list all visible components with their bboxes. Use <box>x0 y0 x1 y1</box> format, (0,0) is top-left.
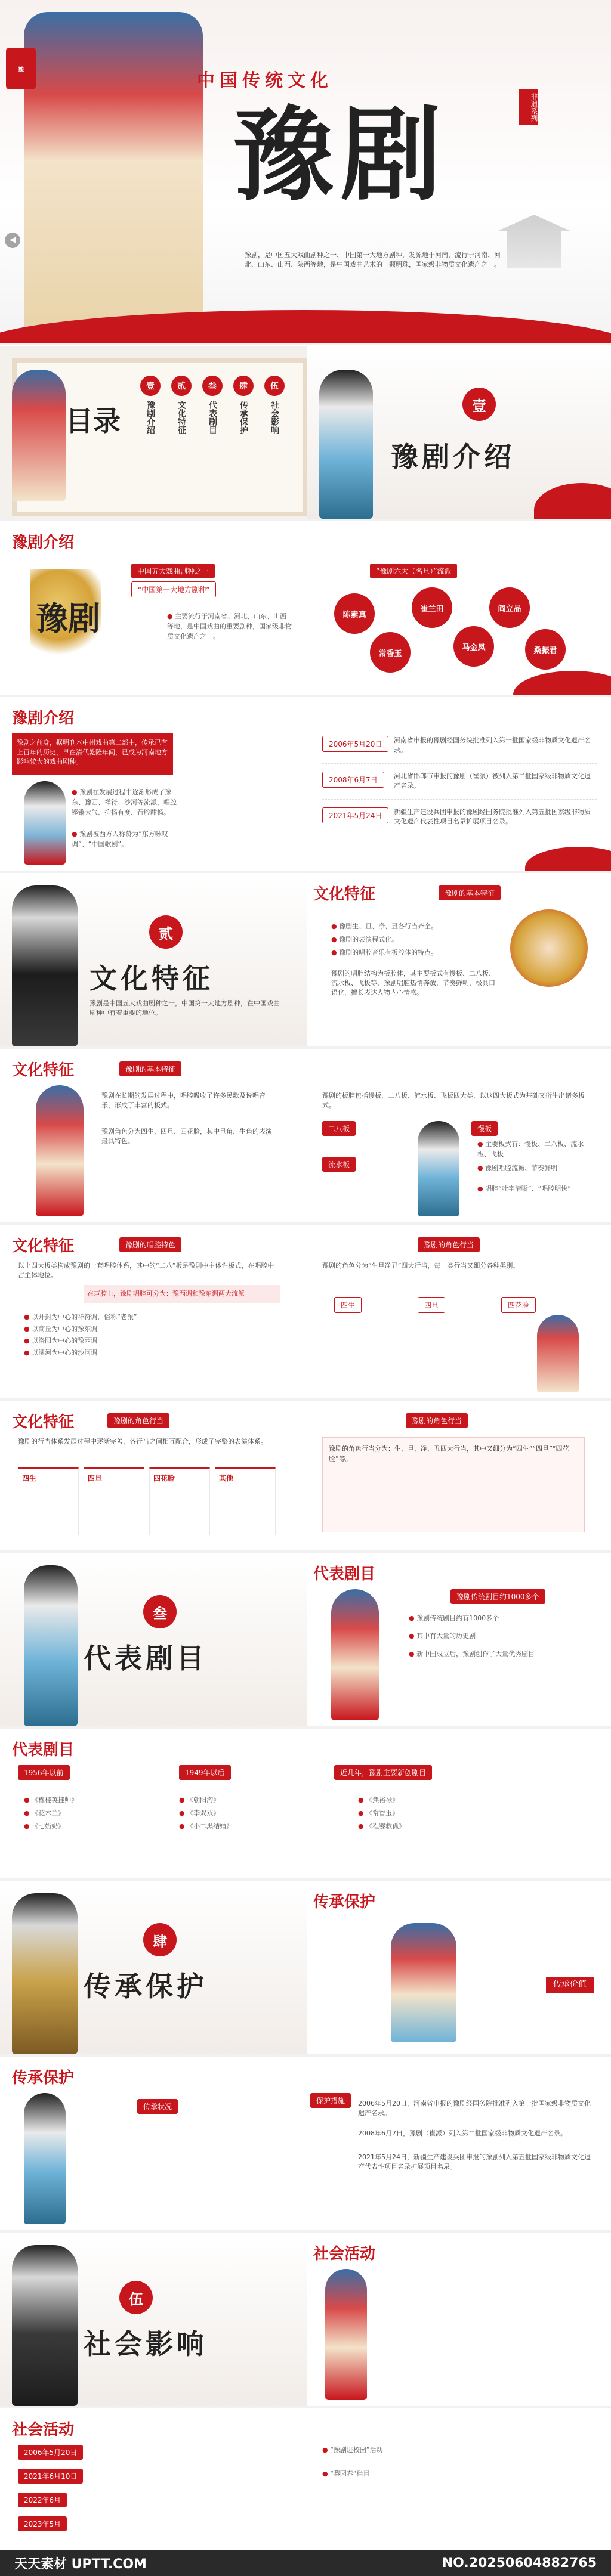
section3-slide[interactable] <box>0 1553 611 1726</box>
section4-performer <box>12 1893 78 2054</box>
date-3: 2022年6月 <box>18 2493 67 2507</box>
cover-speaker-icon[interactable]: ◀ <box>5 233 20 248</box>
toc-num-5: 伍 <box>264 376 285 396</box>
feature-panel[interactable] <box>307 874 611 1046</box>
section4-badge: 肆 <box>143 1923 177 1956</box>
box-1: 二八板 <box>322 1121 356 1136</box>
activity-2: ● “梨园春”栏目 <box>322 2469 442 2479</box>
section1-panel[interactable] <box>307 346 611 519</box>
section5-performer <box>12 2245 78 2406</box>
culture-performer <box>537 1315 579 1392</box>
role-1: 四生 <box>334 1297 362 1313</box>
culture-performer <box>36 1085 84 1216</box>
cover-title: 豫剧 <box>233 95 448 215</box>
roles-text: 豫剧的行当体系发展过程中逐渐完善，各行当之间相互配合，形成了完整的表演体系。 <box>18 1438 267 1445</box>
section1-title: 豫剧介绍 <box>391 441 515 473</box>
name-circle-6: 桑振君 <box>525 629 566 670</box>
section3-badge: 叁 <box>143 1595 177 1628</box>
timeline-date: 2008年6月7日 <box>322 772 384 788</box>
divider <box>0 871 611 873</box>
cover-subtitle: 中国传统文化 <box>197 70 333 91</box>
section2-slide[interactable] <box>0 874 611 1046</box>
slide-header: 传承保护 <box>313 1893 376 1911</box>
opera-performer-figure <box>24 12 203 343</box>
culture-pill: 豫剧的基本特征 <box>119 1061 181 1076</box>
protection-item-3: 2021年5月24日，新疆生产建设兵团申报的豫剧列入第五批国家级非物质文化遗产代表性项目名录扩展项目名录。 <box>358 2153 591 2171</box>
repertoire-item-3: ● 新中国成立后，豫剧创作了大量优秀剧目 <box>409 1649 588 1659</box>
watermark-bar <box>0 2550 611 2576</box>
slide-header: 代表剧目 <box>313 1565 376 1583</box>
roles-pill-2: 豫剧的角色行当 <box>406 1413 468 1428</box>
feature-item-2: ● 豫剧的表演程式化。 <box>331 934 498 945</box>
timeline-item <box>322 769 597 800</box>
role-col-label: 四生 <box>22 1474 37 1482</box>
role-col-label: 四旦 <box>88 1474 103 1482</box>
activity-slide[interactable] <box>0 2409 611 2550</box>
culture-pill-1: 豫剧的唱腔特色 <box>119 1237 181 1252</box>
divider <box>0 2406 611 2408</box>
roles-right-box: 豫剧的角色行当分为：生、旦、净、丑四大行当，其中又细分为“四生”“四旦”“四花脸”等。 <box>322 1437 585 1532</box>
timeline-item <box>322 805 597 835</box>
side-2: ● 豫剧唱腔流畅、节奏鲜明 <box>477 1163 597 1173</box>
side-1: ● 主要板式有：慢板、二八板、流水板、飞板 <box>477 1139 597 1159</box>
feature-text: 豫剧的唱腔结构为板腔体，其主要板式有慢板、二八板、流水板、飞板等，豫剧唱腔热情奔放，节奏鲜明，极具口语化，擅长表达人物内心情感。 <box>331 970 495 996</box>
slide-header: 文化特征 <box>313 886 376 903</box>
repertoire-pill: 豫剧传统剧目约1000多个 <box>450 1589 545 1604</box>
watermark-left: 天天素材 UPTT.COM <box>14 2556 147 2572</box>
divider <box>0 343 611 345</box>
section3-performer <box>24 1565 78 1726</box>
mid-play-3: ● 《小二黑结婚》 <box>179 1821 298 1831</box>
activity-performer <box>325 2269 367 2400</box>
role-col-4 <box>215 1467 276 1535</box>
intro-pill-1: 中国五大戏曲剧种之一 <box>131 564 215 578</box>
repertoire-slide[interactable] <box>0 1729 611 1878</box>
intro-slide-2[interactable] <box>0 698 611 871</box>
toc-label-1: 豫剧介绍 <box>146 401 155 434</box>
toc-label-2: 文化特征 <box>177 401 186 434</box>
toc-num-3: 叁 <box>202 376 223 396</box>
role-col-label: 其他 <box>219 1474 234 1482</box>
toc-performer <box>12 370 66 501</box>
name-circle-5: 阎立品 <box>489 587 530 628</box>
toc-title: 目录 <box>66 405 121 437</box>
heritage-seal: 传承价值 <box>546 1977 594 1993</box>
timeline-date: 2006年5月20日 <box>322 736 388 752</box>
section1-performer <box>319 370 373 519</box>
date-1: 2006年5月20日 <box>18 2445 83 2460</box>
list-1: ● 以开封为中心的祥符调，俗称“老派” <box>24 1312 179 1322</box>
culture-performer-2 <box>418 1121 459 1216</box>
section2-title: 文化特征 <box>90 962 214 995</box>
list-2: ● 以商丘为中心的豫东调 <box>24 1324 179 1334</box>
cover-series-seal: 非遗系列 <box>519 89 538 125</box>
toc-num-1: 壹 <box>140 376 161 396</box>
intro-pill-2: “中国第一大地方剧种” <box>131 581 216 597</box>
watermark-right: NO.20250604882765 <box>442 2555 597 2571</box>
name-circle-2: 常香玉 <box>370 632 411 673</box>
mid-play-2: ● 《李双双》 <box>179 1808 298 1818</box>
culture-slide-2[interactable] <box>0 1225 611 1398</box>
culture-text-2: 豫剧角色分为四生、四旦、四花脸，其中旦角、生角的表演最具特色。 <box>101 1128 272 1145</box>
slide-header: 代表剧目 <box>12 1741 75 1759</box>
section1-wave <box>534 483 611 519</box>
intro-bullet-1: ● 豫剧在发展过程中逐渐形成了豫东、豫西、祥符、沙河等流派，唱腔铿锵大气、抑扬有度、行腔酣畅。 <box>72 787 179 818</box>
era-pill-2: 1949年以后 <box>179 1765 231 1780</box>
roles-text: 豫剧的角色分为“生旦净丑”四大行当，每一类行当又细分各种类别。 <box>322 1262 520 1270</box>
timeline-text: 河南省申报的豫剧经国务院批准列入第一批国家级非物质文化遗产名录。 <box>394 736 591 754</box>
section5-title: 社会影响 <box>84 2328 208 2360</box>
feature-item-3: ● 豫剧的唱腔音乐有板腔体的特点。 <box>331 948 498 958</box>
section2-performer <box>12 886 78 1046</box>
section1-badge: 壹 <box>462 388 496 421</box>
left-play-1: ● 《穆桂英挂帅》 <box>24 1795 143 1805</box>
culture-slide-3[interactable] <box>0 1401 611 1550</box>
toc-slide[interactable] <box>0 346 611 519</box>
section3-title: 代表剧目 <box>84 1642 208 1674</box>
intro-bullet-2: ● 豫剧被西方人称赞为“东方咏叹调”、“中国歌剧”。 <box>72 829 179 849</box>
toc-items <box>137 376 292 495</box>
right-play-3: ● 《程婴救孤》 <box>358 1821 477 1831</box>
divider <box>0 1550 611 1553</box>
name-circle-4: 马金凤 <box>453 626 494 667</box>
roles-pill-1: 豫剧的角色行当 <box>107 1413 169 1428</box>
role-2: 四旦 <box>418 1297 445 1313</box>
section5-slide[interactable] <box>0 2233 611 2406</box>
activity-1: ● “豫剧进校园”活动 <box>322 2445 442 2455</box>
toc-item-2[interactable] <box>168 376 195 434</box>
slide-header: 社会活动 <box>313 2245 376 2263</box>
era-pill-1: 1956年以前 <box>18 1765 70 1780</box>
intro-label-six-dan: “豫剧六大（名旦）”流派 <box>370 564 457 578</box>
right-pill: 近几年，豫剧主要新创剧目 <box>334 1765 432 1780</box>
repertoire-item-2: ● 其中有大量的历史剧 <box>409 1631 588 1641</box>
list-4: ● 以漯河为中心的沙河调 <box>24 1348 179 1358</box>
calligraphy-text: 豫剧 <box>36 599 100 637</box>
toc-label-4: 传承保护 <box>239 401 248 434</box>
protection-item-2: 2008年6月7日，豫剧（崔派）列入第二批国家级非物质文化遗产名录。 <box>358 2129 567 2137</box>
timeline-text: 新疆生产建设兵团申报的豫剧经国务院批准列入第五批国家级非物质文化遗产代表性项目名录扩展项目名录。 <box>394 808 591 825</box>
culture-slide-1[interactable] <box>0 1049 611 1222</box>
name-circle-1: 陈素真 <box>334 593 375 634</box>
status-pill: 传承状况 <box>137 2099 178 2114</box>
role-col-label: 四花脸 <box>153 1474 175 1482</box>
role-3: 四花脸 <box>501 1297 536 1313</box>
section5-badge: 伍 <box>119 2281 153 2314</box>
divider <box>0 1046 611 1049</box>
box-3: 慢板 <box>471 1121 498 1136</box>
divider <box>0 1222 611 1225</box>
toc-item-1[interactable] <box>137 376 163 434</box>
toc-num-4: 肆 <box>233 376 254 396</box>
culture-pill-2: 豫剧的角色行当 <box>418 1237 480 1252</box>
heritage-performer <box>391 1923 456 2042</box>
slide-header: 文化特征 <box>12 1237 75 1255</box>
feature-pill: 豫剧的基本特征 <box>439 886 501 900</box>
toc-num-2: 贰 <box>171 376 192 396</box>
quote-box: 在声腔上，豫剧唱腔可分为：豫西调和豫东调两大流派 <box>84 1285 280 1303</box>
toc-item-3[interactable] <box>199 376 226 434</box>
slide-header: 豫剧介绍 <box>12 710 75 727</box>
role-col-1 <box>18 1467 79 1535</box>
toc-label-5: 社会影响 <box>270 401 279 434</box>
timeline-text: 河北省邯郸市申报的豫剧（崔派）被列入第二批国家级非物质文化遗产名录。 <box>394 772 591 789</box>
section2-badge: 贰 <box>149 915 183 949</box>
date-2: 2021年6月10日 <box>18 2469 83 2484</box>
role-col-3 <box>149 1467 210 1535</box>
right-play-1: ● 《焦裕禄》 <box>358 1795 477 1805</box>
section4-title: 传承保护 <box>84 1970 208 2002</box>
toc-item-5[interactable] <box>261 376 288 434</box>
heritage-panel[interactable] <box>307 1881 611 2054</box>
repertoire-item-1: ● 豫剧传统剧目约有1000多个 <box>409 1613 588 1623</box>
section4-slide[interactable] <box>0 1881 611 2054</box>
toc-label-3: 代表剧目 <box>208 401 217 434</box>
slide-wave <box>525 847 611 871</box>
repertoire-panel[interactable] <box>307 1553 611 1726</box>
slide-wave <box>513 671 611 695</box>
left-play-2: ● 《花木兰》 <box>24 1808 143 1818</box>
toc-item-4[interactable] <box>230 376 257 434</box>
box-2: 流水板 <box>322 1157 356 1172</box>
left-play-3: ● 《七奶奶》 <box>24 1821 143 1831</box>
divider <box>0 1878 611 1881</box>
slide-header: 豫剧介绍 <box>12 534 75 552</box>
feature-item-1: ● 豫剧生、旦、净、丑各行当齐全。 <box>331 921 498 931</box>
divider <box>0 2230 611 2233</box>
section2-desc: 豫剧是中国五大戏曲剧种之一，中国第一大地方剧种，在中国戏曲剧种中有着重要的地位。 <box>90 999 280 1017</box>
name-circle-3: 崔兰田 <box>412 587 452 628</box>
date-4: 2023年5月 <box>18 2516 67 2531</box>
measures-pill: 保护措施 <box>310 2093 351 2108</box>
cover-slide[interactable] <box>0 0 611 343</box>
culture-text: 以上四大板类构成豫剧的一套唱腔体系，其中的“二八”板是豫剧中主体性板式，在唱腔中占主体地位。 <box>18 1262 274 1279</box>
side-3: ● 唱腔“吐字清晰”、“唱腔明快” <box>477 1184 597 1194</box>
slide-header: 传承保护 <box>12 2069 75 2087</box>
divider <box>0 519 611 521</box>
cover-description: 豫剧，是中国五大戏曲剧种之一、中国第一大地方剧种，发源地于河南，流行于河南、河北、山东、山西、陕西等地，是中国戏曲艺术的一颗明珠，国家级非物质文化遗产之一。 <box>245 251 501 268</box>
intro-performer <box>24 781 66 865</box>
intro-bullet: ● 主要流行于河南省、河北、山东、山西等地，是中国戏曲的重要剧种，国家级非物质文化遗产之一。 <box>167 611 292 642</box>
culture-right-text: 豫剧的板腔包括慢板、二八板、流水板、飞板四大类，以这四大板式为基础又衍生出诸多板式。 <box>322 1092 585 1109</box>
feature-portrait <box>510 909 588 987</box>
intro-slide-1[interactable] <box>0 522 611 695</box>
activity-panel[interactable] <box>307 2233 611 2406</box>
protection-slide[interactable] <box>0 2057 611 2230</box>
intro-banner: 豫剧之前身，据明刊本中州戏曲第二部中，传承已有上百年的历史，早在清代乾隆年间，已成为河南地方影响较大的戏曲剧种。 <box>12 733 173 775</box>
slide-header: 文化特征 <box>12 1061 75 1079</box>
role-col-2 <box>84 1467 144 1535</box>
cover-seal-stamp: 豫 <box>6 48 36 89</box>
repertoire-performer <box>331 1589 379 1720</box>
divider <box>0 2054 611 2057</box>
culture-text-1: 豫剧在长期的发展过程中，唱腔吸收了许多民歌及说唱音乐，形成了丰富的板式。 <box>101 1092 266 1109</box>
timeline-date: 2021年5月24日 <box>322 807 388 823</box>
divider <box>0 1398 611 1401</box>
divider <box>0 695 611 697</box>
slide-header: 社会活动 <box>12 2421 75 2439</box>
mid-play-1: ● 《朝阳沟》 <box>179 1795 298 1805</box>
protection-item-1: 2006年5月20日，河南省申报的豫剧经国务院批准列入第一批国家级非物质文化遗产名录。 <box>358 2100 591 2117</box>
right-play-2: ● 《常香玉》 <box>358 1808 477 1818</box>
timeline-item <box>322 733 597 764</box>
list-3: ● 以洛阳为中心的豫西调 <box>24 1336 179 1346</box>
divider <box>0 1726 611 1729</box>
slide-header: 文化特征 <box>12 1413 75 1431</box>
protection-performer <box>24 2093 66 2224</box>
